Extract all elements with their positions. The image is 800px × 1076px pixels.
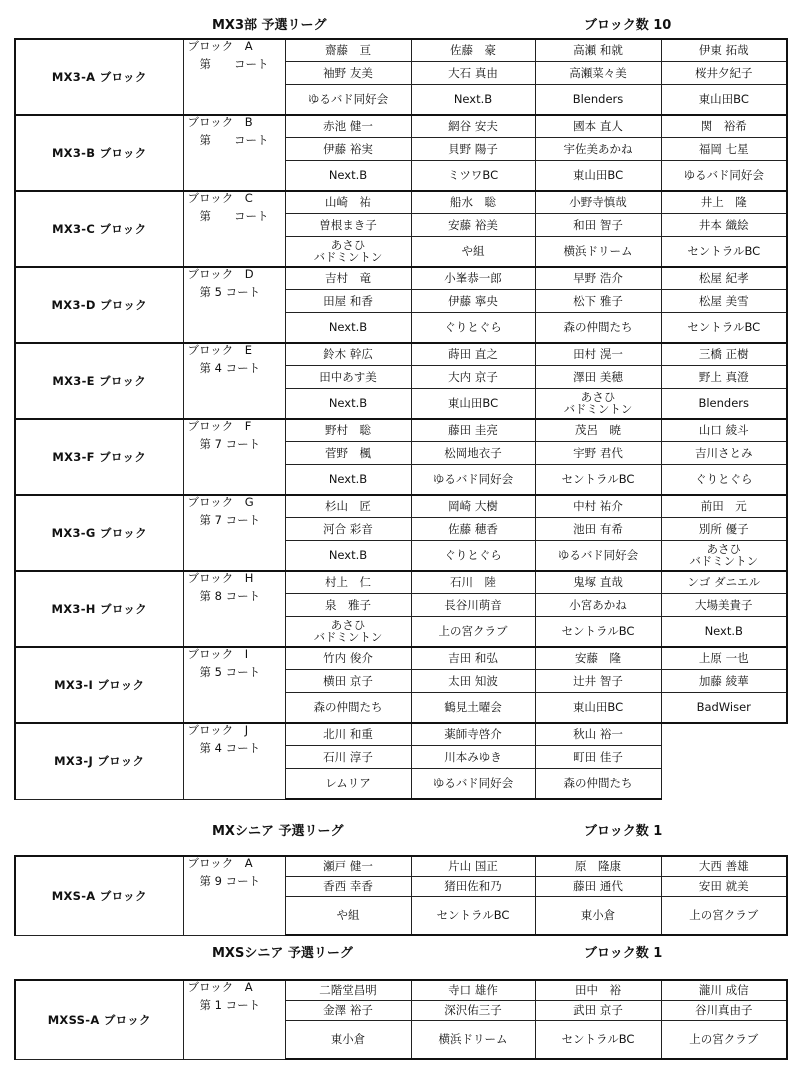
player-2-name: 安藤 裕美 [411, 213, 535, 236]
block-info [183, 571, 285, 647]
player-1-name: 井上 隆 [661, 191, 787, 213]
player-1-name: 田中 裕 [535, 980, 661, 1000]
player-2-name: 猪田佐和乃 [411, 876, 535, 896]
block-name: MX3-E ブロック [15, 343, 183, 419]
player-1-name: 原 隆康 [535, 856, 661, 876]
block-row [15, 343, 787, 365]
player-2-name: 泉 雅子 [285, 593, 411, 616]
block-info [183, 115, 285, 191]
player-2-name: 田屋 和香 [285, 289, 411, 312]
section-title: MXSシニア 予選リーグ [212, 946, 353, 961]
block-row [15, 419, 787, 441]
player-2-name: 宇佐美あかね [535, 137, 661, 160]
player-1-name: 松屋 紀孝 [661, 267, 787, 289]
player-1-name: 前田 元 [661, 495, 787, 517]
player-1-name: 田村 滉一 [535, 343, 661, 365]
block-info [183, 419, 285, 495]
team-club: Blenders [535, 84, 661, 115]
player-1-name: 竹内 俊介 [285, 647, 411, 669]
court-label: 第 1 コート [199, 998, 261, 1012]
block-row [15, 115, 787, 137]
block-info [183, 39, 285, 115]
team-club: 東小倉 [535, 896, 661, 935]
team-club: セントラルBC [661, 236, 787, 267]
block-name: MX3-B ブロック [15, 115, 183, 191]
player-2-name: 金澤 裕子 [285, 1000, 411, 1020]
player-1-name: 小峯恭一郎 [411, 267, 535, 289]
team-club: ゆるバド同好会 [285, 84, 411, 115]
team-club: 東山田BC [535, 692, 661, 723]
player-2-name: 吉川さとみ [661, 441, 787, 464]
player-2-name: 石川 淳子 [285, 745, 411, 768]
court-label: 第 コート [199, 209, 269, 223]
team-club: ミツワBC [411, 160, 535, 191]
section-title: MX3部 予選リーグ [212, 18, 327, 33]
team-club: ぐりとぐら [661, 464, 787, 495]
player-1-name: 山口 綾斗 [661, 419, 787, 441]
player-1-name: 中村 祐介 [535, 495, 661, 517]
team-club: 東山田BC [535, 160, 661, 191]
player-2-name: 深沢佑三子 [411, 1000, 535, 1020]
court-label: 第 7 コート [199, 437, 261, 451]
block-name: MX3-I ブロック [15, 647, 183, 723]
player-1-name: 船水 聡 [411, 191, 535, 213]
player-2-name: 曽根まき子 [285, 213, 411, 236]
team-club: セントラルBC [411, 896, 535, 935]
block-info [183, 647, 285, 723]
team-club: 東小倉 [285, 1020, 411, 1059]
court-label: 第 8 コート [199, 589, 261, 603]
team-club: 東山田BC [661, 84, 787, 115]
player-1-name: 安藤 隆 [535, 647, 661, 669]
player-1-name: 伊東 拓哉 [661, 39, 787, 61]
player-1-name: 山崎 祐 [285, 191, 411, 213]
player-1-name: 佐藤 豪 [411, 39, 535, 61]
player-1-name: 蒔田 直之 [411, 343, 535, 365]
section-header [0, 12, 800, 32]
player-1-name: 網谷 安夫 [411, 115, 535, 137]
player-2-name: 武田 京子 [535, 1000, 661, 1020]
team-club: 森の仲間たち [535, 768, 661, 799]
block-info [183, 343, 285, 419]
team-club: セントラルBC [535, 464, 661, 495]
block-label: ブロック A [187, 856, 253, 870]
team-club: Next.B [411, 84, 535, 115]
player-2-name: 松屋 美雪 [661, 289, 787, 312]
court-label: 第 7 コート [199, 513, 261, 527]
block-label: ブロック F [187, 419, 252, 433]
player-1-name: 北川 和重 [285, 723, 411, 745]
empty-cell [661, 723, 787, 745]
block-name: MXS-A ブロック [15, 856, 183, 935]
player-2-name: 河合 彩音 [285, 517, 411, 540]
player-2-name: 高瀬菜々美 [535, 61, 661, 84]
block-count: ブロック数 1 [584, 946, 663, 961]
player-2-name: 町田 佳子 [535, 745, 661, 768]
block-row [15, 856, 787, 876]
player-2-name: 貝野 陽子 [411, 137, 535, 160]
player-1-name: 早野 浩介 [535, 267, 661, 289]
league-table [14, 855, 788, 936]
player-2-name: 別所 優子 [661, 517, 787, 540]
team-club: セントラルBC [661, 312, 787, 343]
block-label: ブロック C [187, 191, 253, 205]
player-2-name: 谷川真由子 [661, 1000, 787, 1020]
league-table [14, 38, 788, 800]
player-1-name: 赤池 健一 [285, 115, 411, 137]
team-club: 横浜ドリーム [411, 1020, 535, 1059]
player-2-name: 桜井夕紀子 [661, 61, 787, 84]
block-row [15, 571, 787, 593]
empty-cell [661, 768, 787, 799]
block-name: MX3-H ブロック [15, 571, 183, 647]
team-club: 横浜ドリーム [535, 236, 661, 267]
player-1-name: 瀬戸 健一 [285, 856, 411, 876]
player-2-name: 大石 真由 [411, 61, 535, 84]
team-club: 鶴見土曜会 [411, 692, 535, 723]
player-2-name: 横田 京子 [285, 669, 411, 692]
block-name: MX3-D ブロック [15, 267, 183, 343]
block-label: ブロック A [187, 980, 253, 994]
player-2-name: 伊藤 寧央 [411, 289, 535, 312]
block-info [183, 191, 285, 267]
court-label: 第 5 コート [199, 285, 261, 299]
player-1-name: 藤田 圭亮 [411, 419, 535, 441]
player-1-name: 石川 陸 [411, 571, 535, 593]
player-1-name: 片山 国正 [411, 856, 535, 876]
team-club: ぐりとぐら [411, 312, 535, 343]
player-1-name: 國本 直人 [535, 115, 661, 137]
team-club: Next.B [285, 540, 411, 571]
team-club: ゆるバド同好会 [411, 768, 535, 799]
block-name: MX3-C ブロック [15, 191, 183, 267]
block-label: ブロック H [187, 571, 254, 585]
player-2-name: 菅野 楓 [285, 441, 411, 464]
player-2-name: 大内 京子 [411, 365, 535, 388]
player-2-name: 宇野 君代 [535, 441, 661, 464]
empty-cell [661, 745, 787, 768]
team-club: Next.B [285, 312, 411, 343]
player-1-name: 吉村 竜 [285, 267, 411, 289]
league-table [14, 979, 788, 1060]
court-label: 第 4 コート [199, 741, 261, 755]
player-2-name: 香西 幸香 [285, 876, 411, 896]
player-2-name: 袖野 友美 [285, 61, 411, 84]
player-1-name: 岡崎 大樹 [411, 495, 535, 517]
team-club: レムリア [285, 768, 411, 799]
block-label: ブロック E [187, 343, 253, 357]
block-label: ブロック J [187, 723, 249, 737]
player-1-name: 寺口 雄作 [411, 980, 535, 1000]
player-1-name: 鬼塚 直哉 [535, 571, 661, 593]
block-info [183, 980, 285, 1059]
team-club: 上の宮クラブ [411, 616, 535, 647]
player-1-name: 野村 聡 [285, 419, 411, 441]
court-label: 第 コート [199, 133, 269, 147]
block-label: ブロック I [187, 647, 249, 661]
team-club: ゆるバド同好会 [535, 540, 661, 571]
team-club: Next.B [285, 160, 411, 191]
player-2-name: 福岡 七星 [661, 137, 787, 160]
player-1-name: 三橋 正樹 [661, 343, 787, 365]
team-club: あさひ バドミントン [535, 388, 661, 419]
player-2-name: 和田 智子 [535, 213, 661, 236]
team-club: ゆるバド同好会 [661, 160, 787, 191]
player-1-name: 関 裕希 [661, 115, 787, 137]
player-1-name: 大西 善雄 [661, 856, 787, 876]
block-count: ブロック数 10 [584, 18, 672, 33]
team-club: セントラルBC [535, 1020, 661, 1059]
player-2-name: 長谷川萌音 [411, 593, 535, 616]
player-2-name: 松岡地衣子 [411, 441, 535, 464]
team-club: セントラルBC [535, 616, 661, 647]
block-label: ブロック D [187, 267, 254, 281]
section-header [0, 818, 800, 838]
block-row [15, 723, 787, 745]
player-1-name: 二階堂昌明 [285, 980, 411, 1000]
section-title: MXシニア 予選リーグ [212, 824, 344, 839]
team-club: BadWiser [661, 692, 787, 723]
block-row [15, 495, 787, 517]
court-label: 第 コート [199, 57, 269, 71]
player-2-name: 藤田 通代 [535, 876, 661, 896]
player-2-name: 川本みゆき [411, 745, 535, 768]
player-2-name: 加藤 綾華 [661, 669, 787, 692]
block-row [15, 980, 787, 1000]
block-name: MX3-A ブロック [15, 39, 183, 115]
team-club: Blenders [661, 388, 787, 419]
player-2-name: 野上 真澄 [661, 365, 787, 388]
block-row [15, 647, 787, 669]
team-club: あさひ バドミントン [285, 616, 411, 647]
player-1-name: ンゴ ダニエル [661, 571, 787, 593]
block-name: MXSS-A ブロック [15, 980, 183, 1059]
team-club: 森の仲間たち [535, 312, 661, 343]
block-info [183, 723, 285, 799]
team-club: あさひ バドミントン [661, 540, 787, 571]
court-label: 第 9 コート [199, 874, 261, 888]
block-label: ブロック G [187, 495, 254, 509]
block-row [15, 267, 787, 289]
team-club: ゆるバド同好会 [411, 464, 535, 495]
player-1-name: 村上 仁 [285, 571, 411, 593]
player-2-name: 井本 織絵 [661, 213, 787, 236]
block-info [183, 856, 285, 935]
team-club: あさひ バドミントン [285, 236, 411, 267]
team-club: Next.B [285, 464, 411, 495]
player-2-name: 大場美貴子 [661, 593, 787, 616]
player-1-name: 吉田 和弘 [411, 647, 535, 669]
player-2-name: 辻井 智子 [535, 669, 661, 692]
player-1-name: 瀧川 成信 [661, 980, 787, 1000]
team-club: Next.B [661, 616, 787, 647]
player-2-name: 池田 有希 [535, 517, 661, 540]
player-1-name: 茂呂 暁 [535, 419, 661, 441]
block-label: ブロック A [187, 39, 253, 53]
block-row [15, 39, 787, 61]
player-1-name: 小野寺慎哉 [535, 191, 661, 213]
player-2-name: 伊藤 裕実 [285, 137, 411, 160]
player-2-name: 安田 就美 [661, 876, 787, 896]
team-club: や組 [411, 236, 535, 267]
team-club: 森の仲間たち [285, 692, 411, 723]
player-2-name: 松下 雅子 [535, 289, 661, 312]
court-label: 第 5 コート [199, 665, 261, 679]
player-1-name: 杉山 匠 [285, 495, 411, 517]
block-info [183, 267, 285, 343]
player-1-name: 上原 一也 [661, 647, 787, 669]
player-1-name: 高瀬 和就 [535, 39, 661, 61]
team-club: 上の宮クラブ [661, 896, 787, 935]
player-2-name: 小宮あかね [535, 593, 661, 616]
team-club: や組 [285, 896, 411, 935]
block-name: MX3-J ブロック [15, 723, 183, 799]
section-header [0, 940, 800, 960]
block-row [15, 191, 787, 213]
team-club: 東山田BC [411, 388, 535, 419]
team-club: Next.B [285, 388, 411, 419]
player-2-name: 澤田 美穂 [535, 365, 661, 388]
block-count: ブロック数 1 [584, 824, 663, 839]
player-1-name: 鈴木 幹広 [285, 343, 411, 365]
team-club: 上の宮クラブ [661, 1020, 787, 1059]
player-1-name: 薬師寺啓介 [411, 723, 535, 745]
player-2-name: 太田 知波 [411, 669, 535, 692]
block-name: MX3-F ブロック [15, 419, 183, 495]
player-2-name: 佐藤 穂香 [411, 517, 535, 540]
player-1-name: 齋藤 亘 [285, 39, 411, 61]
block-info [183, 495, 285, 571]
block-name: MX3-G ブロック [15, 495, 183, 571]
team-club: ぐりとぐら [411, 540, 535, 571]
court-label: 第 4 コート [199, 361, 261, 375]
block-label: ブロック B [187, 115, 253, 129]
player-1-name: 秋山 裕一 [535, 723, 661, 745]
player-2-name: 田中あす美 [285, 365, 411, 388]
